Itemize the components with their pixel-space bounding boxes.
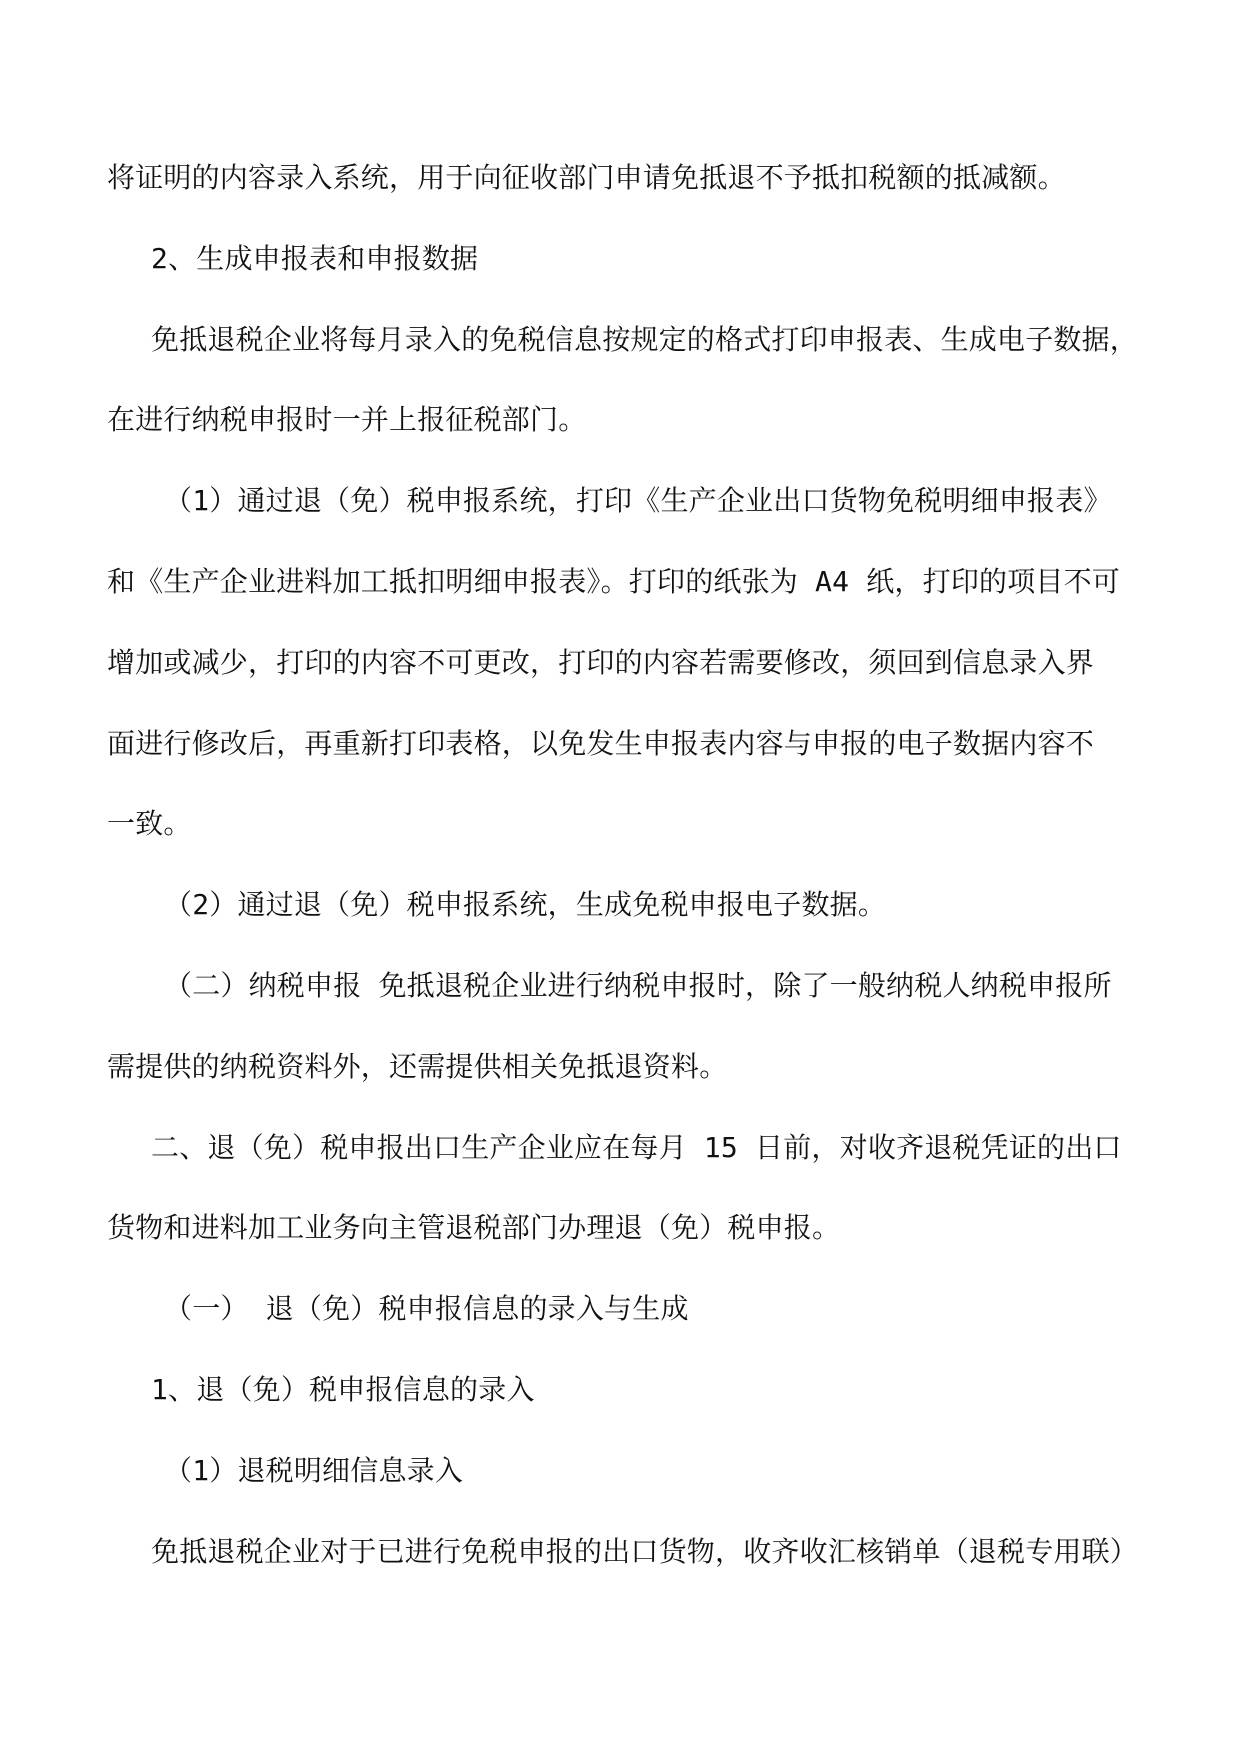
section-heading: （一） 退（免）税申报信息的录入与生成 — [164, 1292, 689, 1326]
paragraph-line: 免抵退税企业将每月录入的免税信息按规定的格式打印申报表、生成电子数据， — [151, 322, 1139, 356]
document-body — [107, 158, 1137, 1612]
paragraph-line: 免抵退税企业对于已进行免税申报的出口货物，收齐收汇核销单（退税专用联） — [151, 1534, 1139, 1568]
paragraph-line: 在进行纳税申报时一并上报征税部门。 — [107, 403, 587, 437]
list-item-line: （1）退税明细信息录入 — [164, 1453, 464, 1487]
paragraph-line: 将证明的内容录入系统，用于向征收部门申请免抵退不予抵扣税额的抵减额。 — [107, 161, 1066, 194]
section-heading: 1、退（免）税申报信息的录入 — [151, 1372, 535, 1406]
paragraph-line: 面进行修改后，再重新打印表格，以免发生申报表内容与申报的电子数据内容不 — [107, 726, 1095, 760]
list-item-line: （1）通过退（免）税申报系统，打印《生产企业出口货物免税明细申报表》 — [164, 484, 1112, 518]
list-item-line: （2）通过退（免）税申报系统，生成免税申报电子数据。 — [164, 888, 887, 922]
paragraph-line: 增加或减少，打印的内容不可更改，打印的内容若需要修改，须回到信息录入界 — [107, 645, 1095, 679]
paragraph-line: 一致。 — [107, 807, 192, 841]
section-heading: 2、生成申报表和申报数据 — [151, 241, 479, 275]
paragraph-line: 货物和进料加工业务向主管退税部门办理退（免）税申报。 — [107, 1211, 841, 1245]
paragraph-line: 和《生产企业进料加工抵扣明细申报表》。打印的纸张为 A4 纸，打印的项目不可 — [107, 564, 1121, 598]
section-heading: 二、退（免）税申报出口生产企业应在每月 15 日前，对收齐退税凭证的出口 — [151, 1130, 1122, 1164]
section-heading: （二）纳税申报 免抵退税企业进行纳税申报时，除了一般纳税人纳税申报所 — [164, 968, 1112, 1002]
paragraph-line: 需提供的纳税资料外，还需提供相关免抵退资料。 — [107, 1049, 728, 1083]
